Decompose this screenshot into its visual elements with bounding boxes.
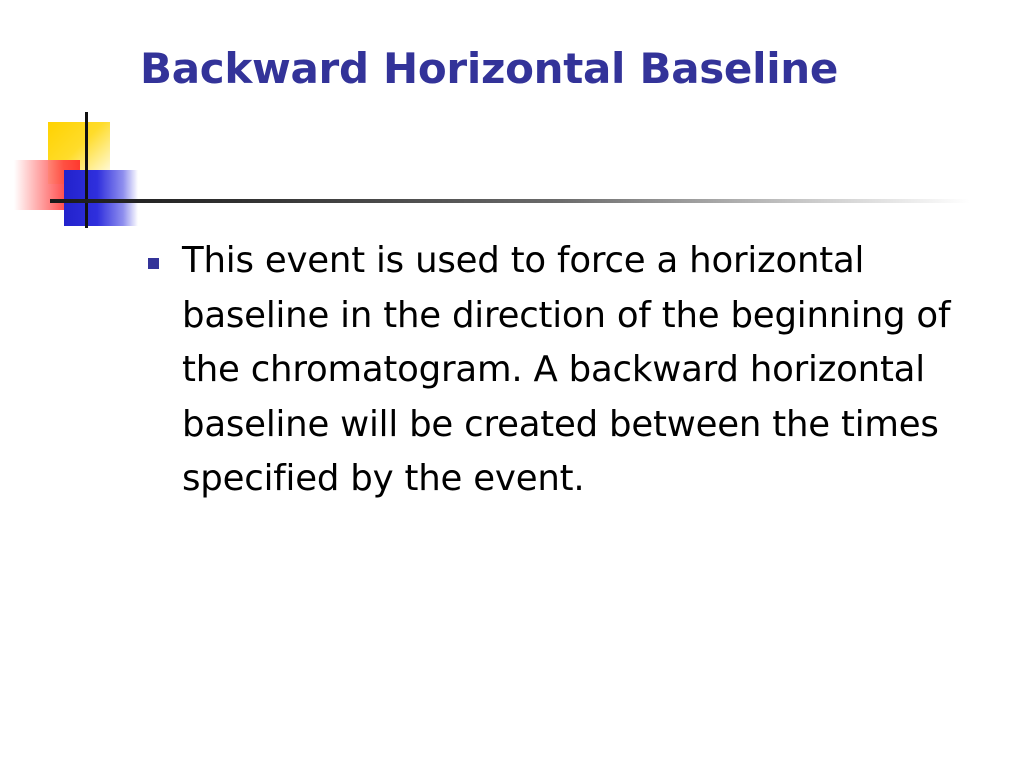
title-underline [50, 199, 970, 203]
square-bullet-icon [148, 258, 159, 269]
bullet-text: This event is used to force a horizontal baseline in the direction of the beginning of the chromatogram. A backward horizontal baseline will be created between the times specified by the event. [182, 240, 951, 499]
slide-title: Backward Horizontal Baseline [140, 44, 839, 93]
vertical-rule [85, 112, 88, 228]
blue-square [64, 170, 138, 226]
bullet-list [148, 234, 1008, 507]
bullet-item [148, 234, 1008, 507]
